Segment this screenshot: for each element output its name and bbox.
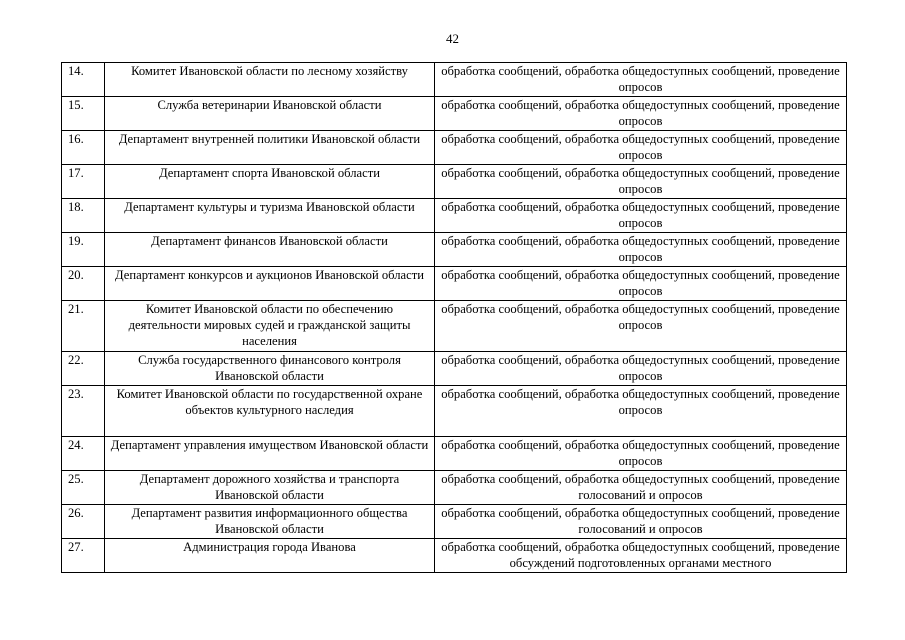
- activity-cell: обработка сообщений, обработка общедоступных сообщений, проведение обсуждений подготовленных органами местного: [435, 539, 847, 573]
- organization-cell: Департамент спорта Ивановской области: [105, 165, 435, 199]
- row-number: 25.: [62, 471, 105, 505]
- row-number: 20.: [62, 267, 105, 301]
- organization-cell: Департамент дорожного хозяйства и транспорта Ивановской области: [105, 471, 435, 505]
- activity-cell: обработка сообщений, обработка общедоступных сообщений, проведение опросов: [435, 437, 847, 471]
- organization-cell: Комитет Ивановской области по лесному хозяйству: [105, 63, 435, 97]
- activity-cell: обработка сообщений, обработка общедоступных сообщений, проведение опросов: [435, 97, 847, 131]
- table-row: [62, 437, 847, 471]
- table-row: [62, 505, 847, 539]
- activity-cell: обработка сообщений, обработка общедоступных сообщений, проведение опросов: [435, 199, 847, 233]
- row-number: 27.: [62, 539, 105, 573]
- organization-cell: Комитет Ивановской области по обеспечению деятельности мировых судей и гражданской защиты населения: [105, 301, 435, 352]
- table-row: [62, 301, 847, 352]
- table-row: [62, 267, 847, 301]
- row-number: 16.: [62, 131, 105, 165]
- row-number: 18.: [62, 199, 105, 233]
- row-number: 23.: [62, 386, 105, 437]
- activity-cell: обработка сообщений, обработка общедоступных сообщений, проведение опросов: [435, 165, 847, 199]
- organization-cell: Служба ветеринарии Ивановской области: [105, 97, 435, 131]
- activity-cell: обработка сообщений, обработка общедоступных сообщений, проведение опросов: [435, 301, 847, 352]
- activity-cell: обработка сообщений, обработка общедоступных сообщений, проведение опросов: [435, 267, 847, 301]
- page-number: 42: [446, 31, 459, 46]
- activity-cell: обработка сообщений, обработка общедоступных сообщений, проведение голосований и опросов: [435, 505, 847, 539]
- row-number: 17.: [62, 165, 105, 199]
- organization-cell: Служба государственного финансового контроля Ивановской области: [105, 352, 435, 386]
- activity-cell: обработка сообщений, обработка общедоступных сообщений, проведение опросов: [435, 233, 847, 267]
- table-row: [62, 97, 847, 131]
- organization-cell: Департамент внутренней политики Ивановской области: [105, 131, 435, 165]
- row-number: 21.: [62, 301, 105, 352]
- activity-cell: обработка сообщений, обработка общедоступных сообщений, проведение опросов: [435, 63, 847, 97]
- activity-cell: обработка сообщений, обработка общедоступных сообщений, проведение опросов: [435, 352, 847, 386]
- table-row: [62, 199, 847, 233]
- organization-cell: Департамент культуры и туризма Ивановской области: [105, 199, 435, 233]
- activity-cell: обработка сообщений, обработка общедоступных сообщений, проведение голосований и опросов: [435, 471, 847, 505]
- activity-cell: обработка сообщений, обработка общедоступных сообщений, проведение опросов: [435, 131, 847, 165]
- row-number: 26.: [62, 505, 105, 539]
- table-row: [62, 63, 847, 97]
- row-number: 22.: [62, 352, 105, 386]
- organization-cell: Департамент конкурсов и аукционов Ивановской области: [105, 267, 435, 301]
- table-row: [62, 131, 847, 165]
- table-row: [62, 386, 847, 437]
- table-row: [62, 233, 847, 267]
- organization-cell: Департамент управления имуществом Ивановской области: [105, 437, 435, 471]
- activity-cell: обработка сообщений, обработка общедоступных сообщений, проведение опросов: [435, 386, 847, 437]
- organization-cell: Департамент развития информационного общества Ивановской области: [105, 505, 435, 539]
- table-row: [62, 165, 847, 199]
- organization-cell: Комитет Ивановской области по государственной охране объектов культурного наследия: [105, 386, 435, 437]
- table-row: [62, 352, 847, 386]
- organizations-table: [61, 62, 847, 573]
- organization-cell: Администрация города Иванова: [105, 539, 435, 573]
- row-number: 24.: [62, 437, 105, 471]
- row-number: 19.: [62, 233, 105, 267]
- organization-cell: Департамент финансов Ивановской области: [105, 233, 435, 267]
- row-number: 14.: [62, 63, 105, 97]
- table-row: [62, 471, 847, 505]
- table-row: [62, 539, 847, 573]
- row-number: 15.: [62, 97, 105, 131]
